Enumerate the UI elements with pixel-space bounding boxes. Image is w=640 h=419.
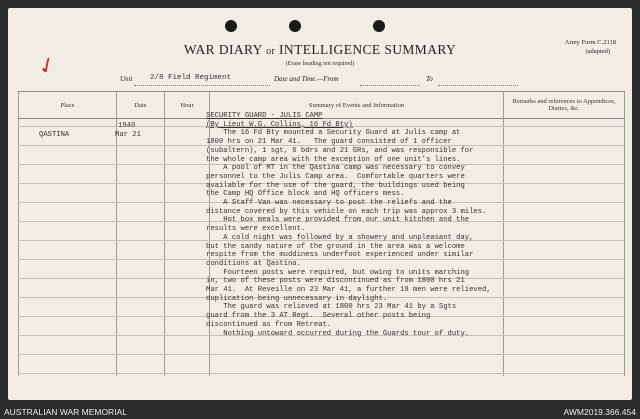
summary-line: in, two of these posts were discontinued as from 1800 hrs 21 [206,277,465,286]
summary-line: distance covered by this vehicle on each trip was approx 3 miles. [206,207,487,216]
punch-hole [373,20,385,32]
summary-line: respite from the muddiness underfoot experienced under similar [206,251,474,260]
entry-summary [206,112,491,338]
summary-line: The 16 Fd Bty mounted a Security Guard at Julis camp at [206,129,461,138]
unit-value: 2/8 Field Regiment [150,74,232,82]
title-intelligence-summary: INTELLIGENCE SUMMARY [279,42,457,57]
summary-line: Nothing untoward occurred during the Guards tour of duty. [206,329,470,338]
from-underline [360,85,420,86]
summary-line: available for the use of the guard, the buildings used being [206,181,465,190]
summary-line: Hot box meals were provided from our unit kitchen and the [206,216,470,225]
footer-accession: AWM2019.366.454 [563,407,636,417]
summary-line: but the sandy nature of the ground in the area was a welcome [206,242,465,251]
col-place: Place [19,92,117,119]
date-time-label: Date and Time.—From [274,75,339,83]
summary-line: A pool of MT in the Qastina camp was necessary to convey [206,164,465,173]
punch-hole [225,20,237,32]
summary-line: A cold night was followed by a showery and unpleasant day, [206,233,474,242]
summary-line: (subaltern), 1 sgt, 6 bdrs and 21 GRs, and was responsible for [206,146,474,155]
summary-line: personnel to the Julis Camp area. Comfortable quarters were [206,172,465,181]
footer-institution: AUSTRALIAN WAR MEMORIAL [4,407,127,417]
summary-line: duplication being unnecessary in daylight. [206,294,388,303]
col-hour: Hour [165,92,210,119]
title-or: or [266,46,276,57]
summary-line: The guard was relieved at 1800 hrs 23 Mar 41 by a Sgts [206,303,457,312]
page-title [8,42,632,58]
punch-hole [289,20,301,32]
col-remarks: Remarks and references to Appendices, Diaries, &c. [504,92,625,119]
unit-label: Unit [120,75,133,83]
entry-date: Mar 21 [115,131,141,139]
summary-line: guard from the 3 AT Regt. Several other posts being [206,312,431,321]
entry-year: 1940 [118,122,136,130]
summary-heading-line: (By Lieut W.G. Collins, 16 Fd Bty) [206,120,353,129]
summary-line: the Camp HQ Office block and HQ officers mess. [206,190,405,199]
form-note: (adapted) [585,48,610,55]
form-number [565,38,616,56]
summary-line: 1800 hrs on 21 Mar 41. The guard consisted of 1 officer [206,138,452,147]
col-summary: Summary of Events and Information [210,92,504,119]
summary-line: discontinued as from Retreat. [206,320,332,329]
form-name: Army Form C.2118 [564,39,616,46]
summary-line: Mar 41. At Reveille on 23 Mar 41, a further 18 men were relieved, [206,286,491,295]
erase-note: (Erase heading not required) [285,61,355,67]
to-label: To [426,75,433,83]
unit-underline [134,85,270,86]
to-underline [438,85,518,86]
summary-line: Fourteen posts were required, but owing to units marching [206,268,470,277]
entry-place: QASTINA [39,131,70,139]
summary-line: results were excellent. [206,225,306,234]
summary-line: conditions at Qastina. [206,259,301,268]
title-war-diary: WAR DIARY [183,42,263,57]
red-pencil-mark: ✓ [33,50,61,81]
col-date: Date [117,92,165,119]
summary-heading-line: SECURITY GUARD - JULIS CAMP [206,112,323,120]
summary-line: the whole camp area with the exception of one unit's lines. [206,155,461,164]
diary-sheet [8,8,632,400]
summary-line: A Staff Van was necessary to post the reliefs and the [206,199,452,208]
